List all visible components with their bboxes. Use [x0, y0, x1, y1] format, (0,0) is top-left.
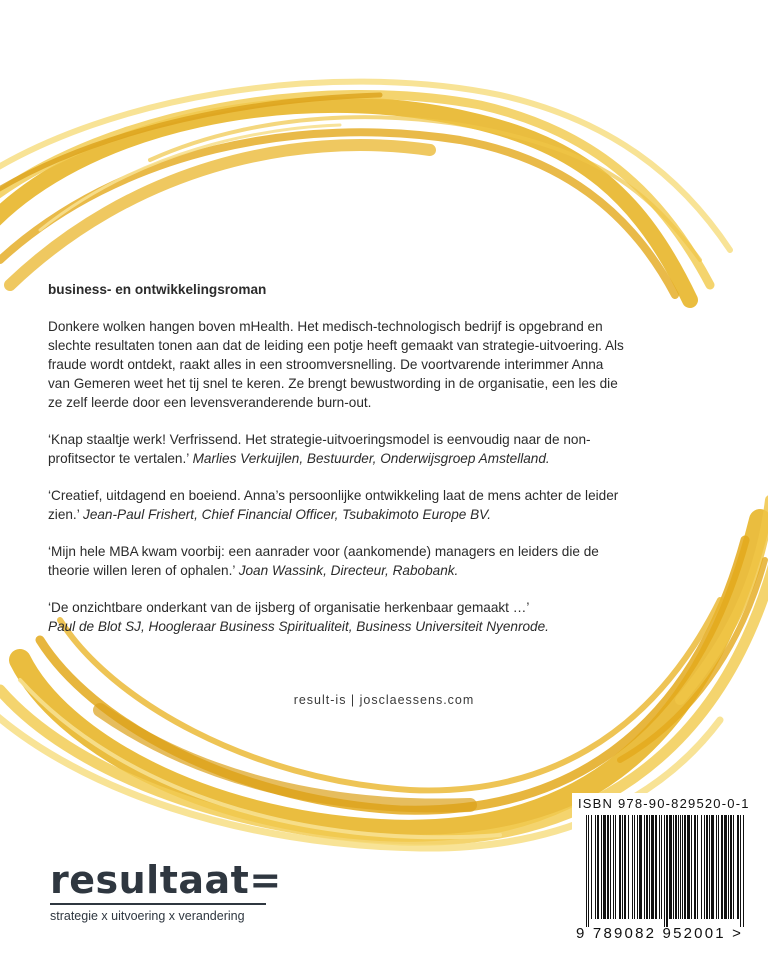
barcode-bar [595, 815, 596, 919]
barcode-bar [661, 815, 662, 919]
barcode-bar [721, 815, 723, 919]
barcode-bar [711, 815, 714, 919]
barcode-bar [691, 815, 692, 919]
quote-2 [48, 486, 628, 524]
barcode-bar [682, 815, 683, 919]
barcode-bar [724, 815, 727, 919]
barcode [586, 815, 746, 927]
barcode-bar [610, 815, 611, 919]
brand-logo: resultaat= [50, 858, 282, 902]
quote-4 [48, 598, 628, 636]
quote-source: Paul de Blot SJ, Hoogleraar Business Spiritualiteit, Business Universiteit Nyenrode. [48, 619, 549, 634]
barcode-bar [607, 815, 609, 919]
synopsis: Donkere wolken hangen boven mHealth. Het medisch-technologisch bedrijf is opgebrand en slechte resultaten tonen aan dat de leiding een potje heeft gemaakt van strategie-uitvoering. Als fraude wordt ontdekt, raakt alles in een stroomversnelling. De voortvarende interimmer Anna van Gemeren weet het tij snel te keren. Ze brengt bewustwording in de organisatie, een les die ze zelf leerde door een levensveranderende burn-out. [48, 319, 624, 410]
barcode-bar [591, 815, 592, 919]
barcode-bar [619, 815, 621, 919]
barcode-bar [646, 815, 648, 919]
barcode-bar [601, 815, 602, 919]
barcode-bar [737, 815, 739, 919]
quote-source: Joan Wassink, Directeur, Rabobank. [238, 563, 459, 578]
barcode-bar [637, 815, 638, 919]
isbn-label: ISBN 978-90-829520-0-1 [578, 796, 750, 811]
quote-text: ‘Creatief, uitdagend en boeiend. Anna’s persoonlijke ontwikkeling laat de mens achter de leider zien.’ [48, 488, 619, 522]
barcode-bar [613, 815, 614, 919]
barcode-bar [634, 815, 635, 919]
barcode-bar [687, 815, 690, 919]
quote-text: ‘De onzichtbare onderkant van de ijsberg of organisatie herkenbaar gemaakt …’ [48, 600, 530, 615]
barcode-bar [659, 815, 660, 919]
barcode-bar [664, 815, 665, 927]
barcode-bar [680, 815, 681, 919]
isbn-barcode-block [572, 793, 760, 951]
barcode-bar [701, 815, 702, 919]
barcode-bar [716, 815, 717, 919]
barcode-digits [576, 925, 743, 942]
barcode-bar [718, 815, 719, 919]
barcode-bar [628, 815, 629, 919]
quote-text: ‘Mijn hele MBA kwam voorbij: een aanrader voor (aankomende) managers en leiders die de theorie willen leren of ophalen.’ [48, 544, 599, 578]
barcode-bar [730, 815, 732, 919]
barcode-bar [669, 815, 672, 919]
barcode-bar [615, 815, 616, 919]
barcode-bar [586, 815, 587, 927]
barcode-bar [624, 815, 626, 919]
barcode-bar [597, 815, 599, 919]
barcode-bar [678, 815, 679, 919]
barcode-bar [603, 815, 606, 919]
quote-3 [48, 542, 628, 580]
back-cover-text [48, 280, 628, 654]
quote-1 [48, 430, 628, 468]
barcode-bar [728, 815, 729, 919]
barcode-bar [588, 815, 589, 927]
chevron-right-icon: > [732, 925, 744, 942]
barcode-bar [733, 815, 734, 919]
barcode-bar [632, 815, 633, 919]
barcode-bar [673, 815, 674, 919]
barcode-bar [675, 815, 677, 919]
barcode-number: 9 789082 952001 [576, 925, 726, 942]
barcode-bar [666, 815, 668, 927]
quote-source: Jean-Paul Frishert, Chief Financial Officer, Tsubakimoto Europe BV. [83, 507, 492, 522]
quote-source: Marlies Verkuijlen, Bestuurder, Onderwijsgroep Amstelland. [192, 451, 550, 466]
barcode-bar [697, 815, 698, 919]
barcode-bar [622, 815, 623, 919]
barcode-bar [706, 815, 708, 919]
quote-text: ‘Knap staaltje werk! Verfrissend. Het strategie-uitvoeringsmodel is eenvoudig naar de non-profitsector te vertalen.’ [48, 432, 591, 466]
brand-tagline: strategie x uitvoering x verandering [50, 909, 245, 923]
barcode-bar [651, 815, 654, 919]
barcode-bar [709, 815, 710, 919]
brand-divider [50, 903, 266, 905]
barcode-bar [740, 815, 741, 927]
barcode-bar [644, 815, 645, 919]
website-link[interactable]: result-is | josclaessens.com [293, 693, 475, 707]
barcode-bar [639, 815, 642, 919]
barcode-bar [649, 815, 650, 919]
subtitle: business- en ontwikkelingsroman [48, 282, 267, 297]
barcode-bar [684, 815, 686, 919]
brand-logo-block [50, 860, 282, 923]
barcode-bar [704, 815, 705, 919]
barcode-bar [743, 815, 744, 927]
barcode-bar [694, 815, 696, 919]
barcode-bar [655, 815, 657, 919]
